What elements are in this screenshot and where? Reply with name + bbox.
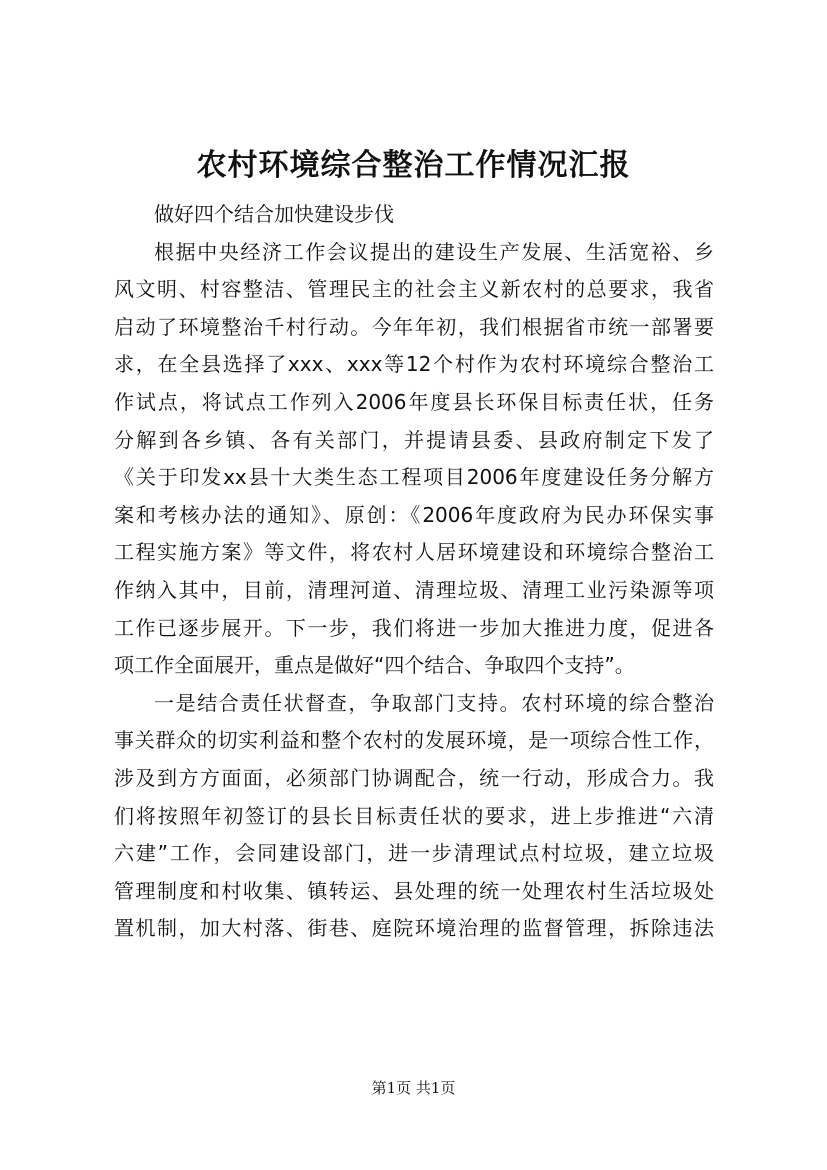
paragraph-line: 工作已逐步展开。下一步，我们将进一步加大推进力度，促进各 [114,615,714,640]
paragraph-line: 六建”工作，会同建设部门，进一步清理试点村垃圾，建立垃圾 [114,841,714,866]
paragraph-line: 求，在全县选择了xxx、xxx等12个村作为农村环境综合整治工 [114,352,714,377]
paragraph-line: 案和考核办法的通知》、原创：《2006年度政府为民办环保实事 [114,502,714,527]
paragraph-line: 工程实施方案》等文件，将农村人居环境建设和环境综合整治工 [114,540,714,565]
document-subtitle: 做好四个结合加快建设步伐 [154,202,394,226]
paragraph-line: 分解到各乡镇、各有关部门，并提请县委、县政府制定下发了 [114,427,714,452]
document-title: 农村环境综合整治工作情况汇报 [196,148,631,183]
document-body [114,196,714,948]
paragraph-line: 置机制，加大村落、街巷、庭院环境治理的监督管理，拆除违法 [114,916,714,941]
paragraph-line: 管理制度和村收集、镇转运、县处理的统一处理农村生活垃圾处 [114,878,714,903]
paragraph-line: 项工作全面展开，重点是做好“四个结合、争取四个支持”。 [114,653,635,678]
page-footer: 第1页 共1页 [371,1079,456,1097]
paragraph-line: 一是结合责任状督查，争取部门支持。农村环境的综合整治 [154,690,714,715]
paragraph-line: 作纳入其中，目前，清理河道、清理垃圾、清理工业污染源等项 [114,577,714,602]
paragraph-line: 作试点，将试点工作列入2006年度县长环保目标责任状，任务 [114,389,714,414]
paragraph-line: 们将按照年初签订的县长目标责任状的要求，进上步推进“六清 [114,803,714,828]
paragraph-line: 启动了环境整治千村行动。今年年初，我们根据省市统一部署要 [114,314,714,339]
paragraph-line: 事关群众的切实利益和整个农村的发展环境，是一项综合性工作， [114,728,714,753]
paragraph-line: 《关于印发xx县十大类生态工程项目2006年度建设任务分解方 [114,465,714,490]
paragraph-line: 风文明、村容整洁、管理民主的社会主义新农村的总要求，我省 [114,277,714,302]
paragraph-line: 涉及到方方面面，必须部门协调配合，统一行动，形成合力。我 [114,765,714,790]
paragraph-line: 根据中央经济工作会议提出的建设生产发展、生活宽裕、乡 [154,239,714,264]
